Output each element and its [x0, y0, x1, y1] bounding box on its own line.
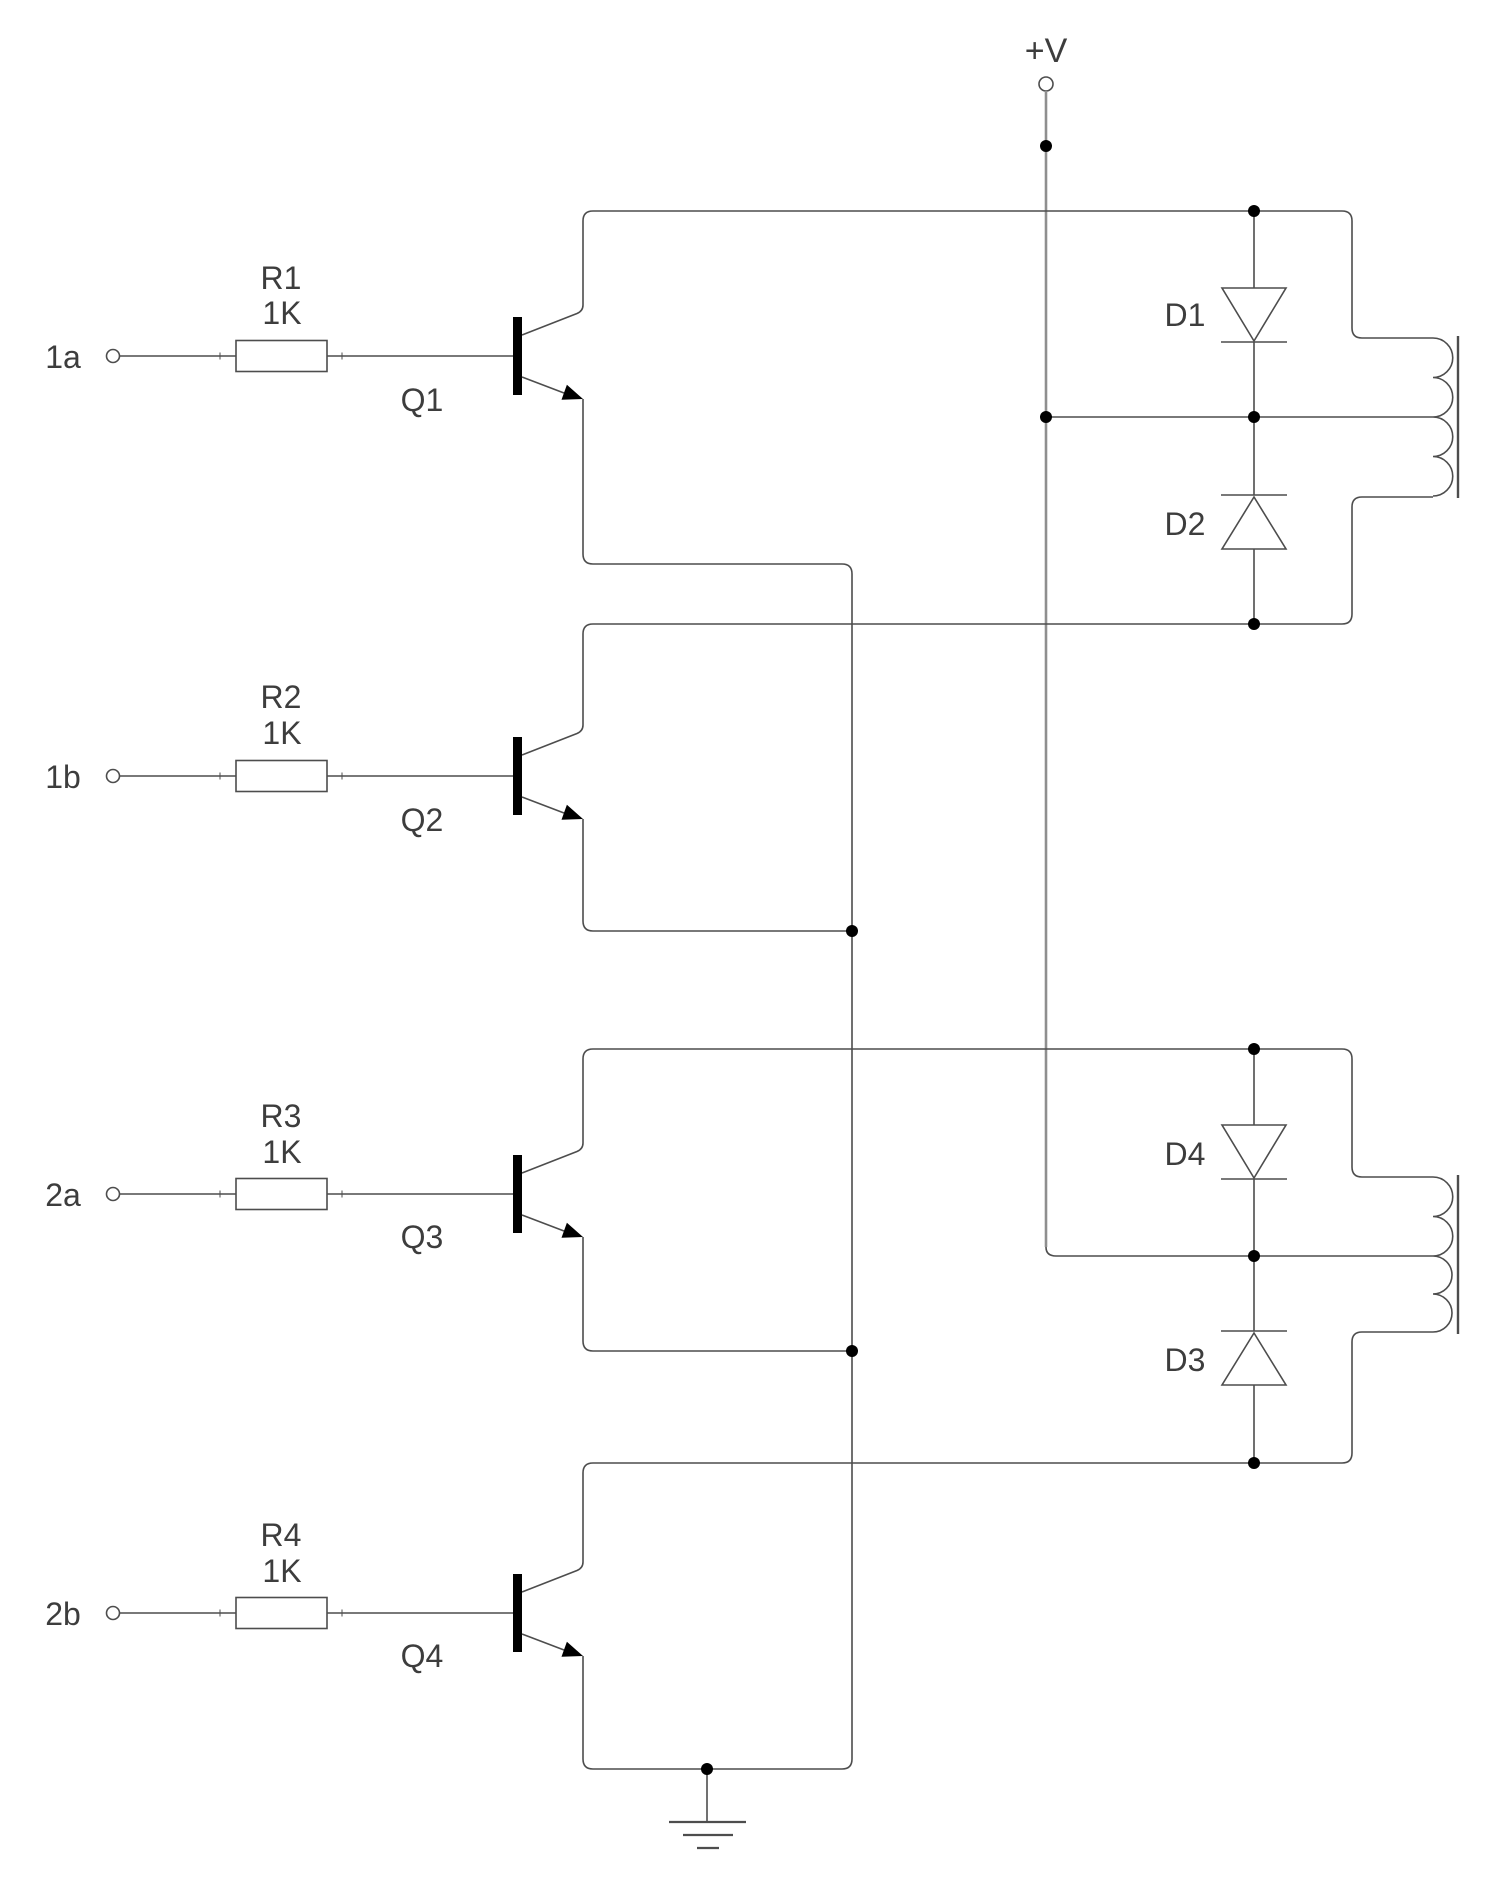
junction-d3-rail: [1248, 1457, 1260, 1469]
q4-emitter-arrow: [562, 1642, 584, 1657]
q4-emitter-lead: [522, 1634, 564, 1650]
d3-triangle: [1222, 1333, 1286, 1385]
input-label-1a: 1a: [45, 339, 81, 375]
q1-emitter-lead: [522, 377, 564, 393]
resistor-r3-value: 1K: [262, 1134, 302, 1170]
q2-emitter-lead: [522, 797, 564, 813]
junction-d1-rail: [1248, 205, 1260, 217]
diode-d2-label: D2: [1164, 506, 1206, 542]
d4-triangle: [1222, 1125, 1286, 1178]
q4-collector-rail: [522, 1332, 1433, 1592]
q3-emitter-lead: [522, 1215, 564, 1231]
resistor-r3-name: R3: [260, 1098, 302, 1134]
diode-d1: [1165, 211, 1287, 417]
input-row-1b: [45, 679, 513, 795]
transistor-q1: [401, 317, 583, 418]
coil2-turns: [1433, 1177, 1453, 1332]
input-row-2a: [45, 1098, 513, 1213]
q2-emitter-arrow: [562, 805, 584, 820]
junction-d4-rail: [1248, 1043, 1260, 1055]
transistor-q2-label: Q2: [400, 802, 444, 838]
junction-d4-d3-tap2: [1248, 1250, 1260, 1262]
resistor-r2-name: R2: [260, 679, 302, 715]
junction-tap1-power: [1040, 411, 1052, 423]
junction-q3-emitter: [846, 1345, 858, 1357]
diode-d3-label: D3: [1164, 1342, 1206, 1378]
input-row-2b: [45, 1517, 513, 1632]
input-terminal-2a: [107, 1188, 120, 1201]
diode-d4-label: D4: [1164, 1136, 1206, 1172]
resistor-r1-name: R1: [260, 260, 302, 296]
diode-d4: [1165, 1049, 1287, 1256]
q2-emitter-wire: [583, 819, 852, 931]
transistor-q3-label: Q3: [400, 1219, 444, 1255]
coil2-center-tap-wire: [1046, 1247, 1433, 1256]
d1-triangle: [1222, 288, 1286, 341]
input-label-2a: 2a: [45, 1177, 81, 1213]
q2-collector-rail: [522, 497, 1433, 755]
resistor-r3: [236, 1179, 327, 1210]
q1-collector-rail: [522, 211, 1433, 338]
input-row-1a: [45, 260, 513, 375]
resistor-r4-name: R4: [260, 1517, 302, 1553]
q3-collector-rail: [522, 1049, 1433, 1177]
resistor-r1: [236, 341, 327, 372]
collector-rails: [522, 211, 1433, 1592]
motor-coil-1: [1433, 336, 1458, 498]
junction-dots: [701, 140, 1260, 1775]
junction-power: [1040, 140, 1052, 152]
q3-emitter-arrow: [562, 1223, 584, 1238]
input-label-2b: 2b: [45, 1596, 81, 1632]
q1-base-bar: [513, 317, 522, 395]
transistor-q3: [401, 1155, 583, 1255]
resistor-r4: [236, 1598, 327, 1629]
motor-coil-2: [1433, 1175, 1458, 1334]
q4-base-bar: [513, 1574, 522, 1652]
transistor-q4-label: Q4: [400, 1638, 444, 1674]
q2-base-bar: [513, 737, 522, 815]
power-supply: [1025, 32, 1433, 1256]
input-terminal-1b: [107, 770, 120, 783]
q3-base-bar: [513, 1155, 522, 1233]
junction-ground: [701, 1763, 713, 1775]
diode-d1-label: D1: [1164, 297, 1206, 333]
resistor-r2-value: 1K: [262, 715, 302, 751]
transistor-q1-label: Q1: [400, 382, 444, 418]
input-terminal-2b: [107, 1607, 120, 1620]
q1-emitter-arrow: [562, 385, 584, 400]
junction-d1-d2-tap1: [1248, 411, 1260, 423]
d2-triangle: [1222, 497, 1286, 549]
emitter-bus-line: [583, 399, 852, 1769]
resistor-r4-value: 1K: [262, 1553, 302, 1589]
coil1-turns: [1433, 338, 1453, 496]
power-terminal: [1039, 77, 1053, 91]
resistor-r1-value: 1K: [262, 295, 302, 331]
transistor-q4: [401, 1574, 583, 1674]
ground-symbol: [669, 1769, 746, 1848]
power-label: +V: [1024, 32, 1068, 70]
resistor-r2: [236, 761, 327, 792]
q3-emitter-wire: [583, 1237, 852, 1351]
emitter-bus: [583, 399, 852, 1769]
diode-d3: [1165, 1256, 1287, 1463]
junction-d2-rail: [1248, 618, 1260, 630]
transistor-q2: [401, 737, 583, 838]
input-label-1b: 1b: [45, 759, 81, 795]
junction-q2-emitter: [846, 925, 858, 937]
input-terminal-1a: [107, 350, 120, 363]
diode-d2: [1165, 417, 1287, 624]
